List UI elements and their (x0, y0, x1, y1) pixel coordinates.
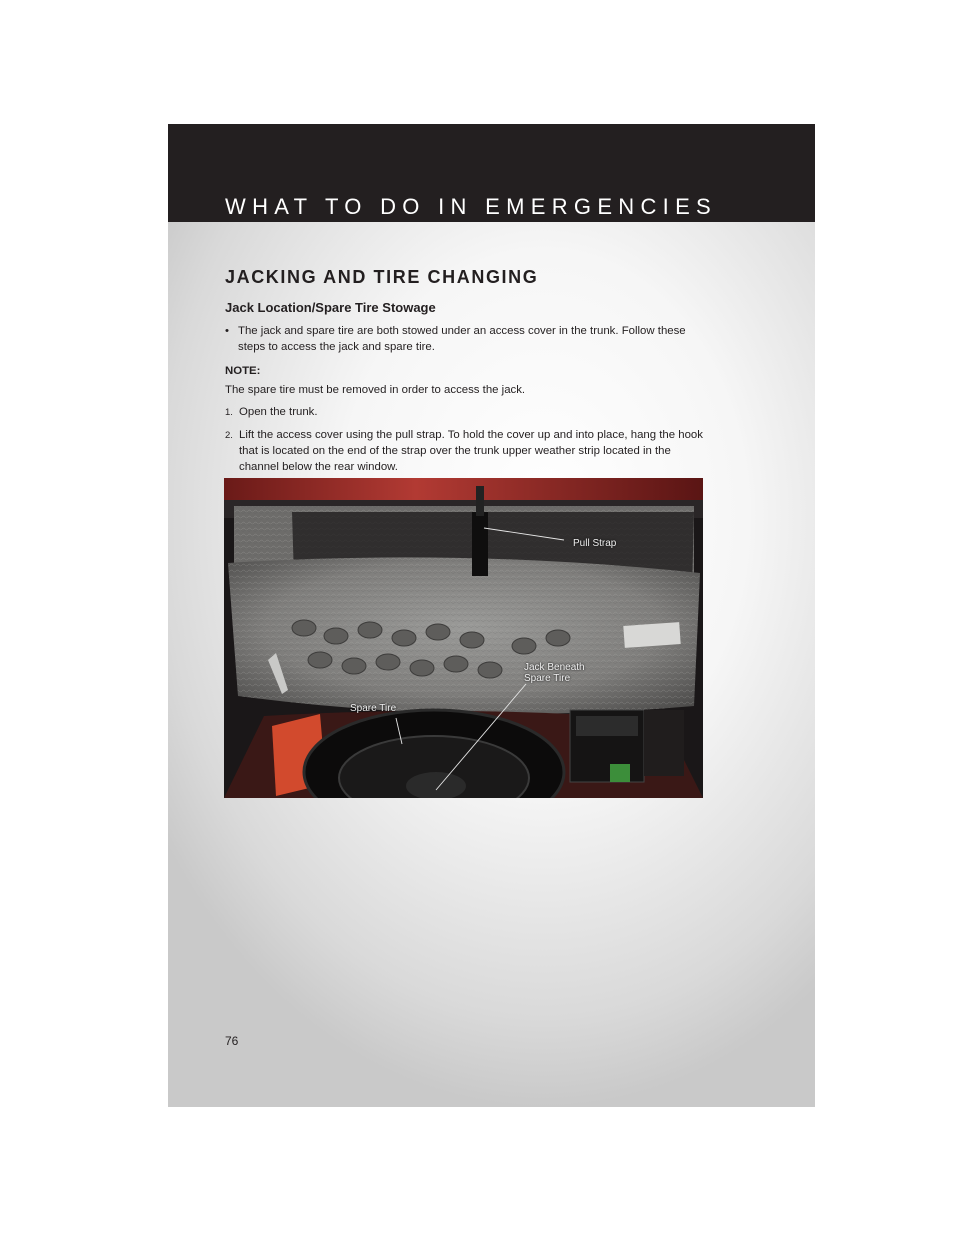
step-item (225, 427, 705, 475)
step-text: Open the trunk. (239, 406, 318, 418)
page-number: 76 (225, 1034, 239, 1048)
note-text: The spare tire must be removed in order to access the jack. (225, 384, 526, 396)
step-item (225, 404, 705, 420)
subsection-title: Jack Location/Spare Tire Stowage (225, 300, 436, 315)
step-number: 1. (225, 407, 233, 418)
callout-jack-line2: Spare Tire (524, 673, 571, 684)
trunk-photo (224, 478, 703, 798)
section-title: JACKING AND TIRE CHANGING (225, 267, 539, 287)
callout-jack-line1: Jack Beneath (524, 662, 585, 673)
step-number: 2. (225, 430, 233, 441)
callout-spare-tire: Spare Tire (350, 703, 397, 714)
trunk-photo-illustration (224, 478, 703, 798)
manual-page (168, 124, 815, 1107)
note-label: NOTE: (225, 365, 261, 377)
bullet-item (225, 323, 705, 355)
bullet-text: The jack and spare tire are both stowed under an access cover in the trunk. Follow these steps to access the jack and spare tire. (238, 325, 686, 353)
step-text: Lift the access cover using the pull strap. To hold the cover up and into place, hang the hook that is located on the end of the strap over the trunk upper weather strip located in the channel below the rear window. (239, 429, 703, 473)
bullet-dot: • (225, 325, 229, 337)
chapter-title: WHAT TO DO IN EMERGENCIES (225, 194, 718, 219)
callout-pull-strap: Pull Strap (573, 538, 617, 549)
